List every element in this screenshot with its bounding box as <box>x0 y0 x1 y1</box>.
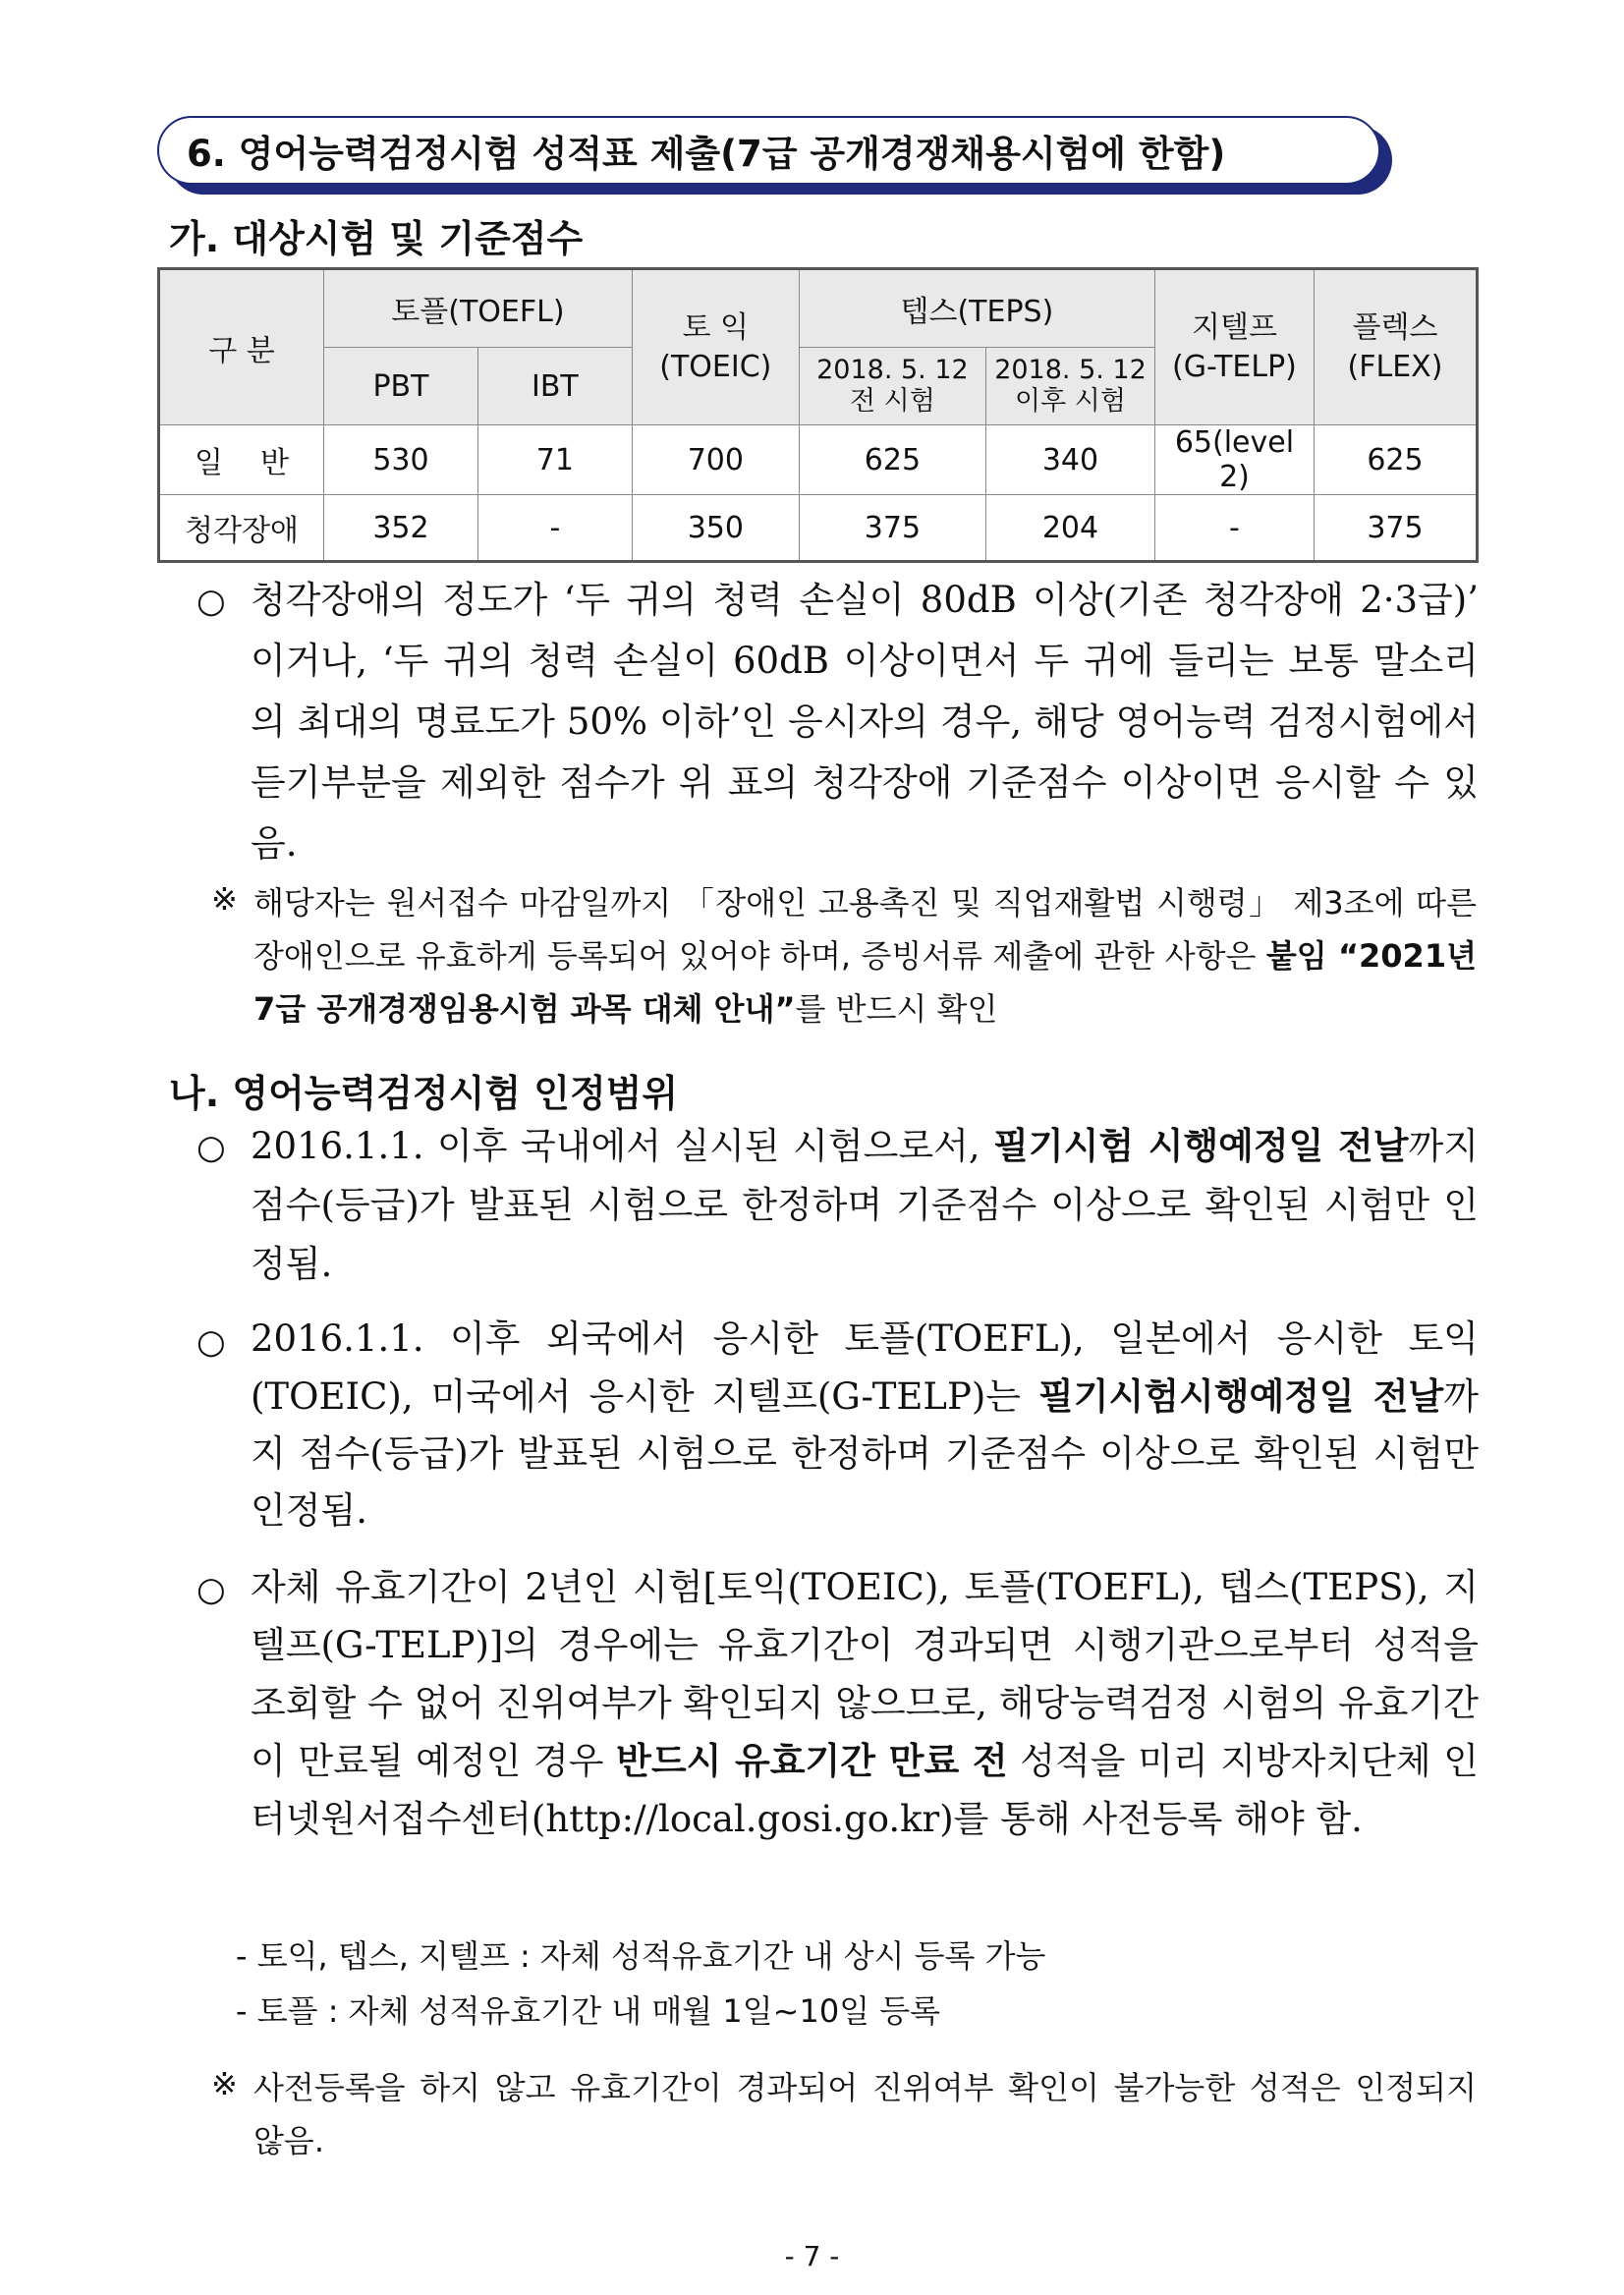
cell-flex: 375 <box>1314 495 1477 562</box>
header-flex-line1: 플렉스 <box>1352 309 1438 345</box>
header-pbt: PBT <box>324 348 478 425</box>
header-teps: 텝스(TEPS) <box>799 269 1154 348</box>
header-toeic-line2: (TOEIC) <box>659 349 772 384</box>
note1-text: 해당자는 원서접수 마감일까지 「장애인 고용촉진 및 직업재활법 시행령」 제3조에 따른 장애인으로 유효하게 등록되어 있어야 하며, 증빙서류 제출에 관한 사항은 <box>253 884 1477 975</box>
header-teps-after-line1: 2018. 5. 12 <box>994 355 1147 385</box>
para2-text-end: 까지 점수(등급)가 발표된 시험으로 한정하며 기준점수 이상으로 확인된 시험만 인정됨. <box>251 1125 1479 1285</box>
subheading-target-exams: 가. 대상시험 및 기준점수 <box>169 217 584 260</box>
score-table <box>157 267 1479 563</box>
para3-bold: 필기시험시행예정일 전날 <box>1038 1374 1444 1418</box>
cell-teps-before: 625 <box>799 425 985 495</box>
bullet-4: ○ <box>196 1570 226 1609</box>
para2-text: 2016.1.1. 이후 국내에서 실시된 시험으로서, <box>251 1125 980 1167</box>
note1-bold: 붙임 “2021년 7급 공개경쟁임용시험 과목 대체 안내” <box>253 937 1477 1028</box>
para4-text: 자체 유효기간이 2년인 시험[토익(TOEIC), 토플(TOEFL), 텝스(TEPS), 지텔프(G-TELP)]의 경우에는 유효기간이 경과되면 시행기관으로부터 성적을 조회할 수 없어 진위여부가 확인되지 않으므로, 해당능력검정 시험의 유효기간이 만료될 예정인 경우 <box>251 1566 1479 1782</box>
row-label: 청각장애 <box>159 495 324 562</box>
para4-bold: 반드시 유효기간 만료 전 <box>616 1739 1008 1782</box>
cell-teps-before: 375 <box>799 495 985 562</box>
note-mark-1: ※ <box>211 880 238 918</box>
header-gtelp-line1: 지텔프 <box>1191 309 1277 345</box>
cell-teps-after: 340 <box>985 425 1154 495</box>
header-gtelp-line2: (G-TELP) <box>1172 349 1297 384</box>
para4-text-end: 성적을 미리 지방자치단체 인터넷원서접수센터(http://local.gosi.go.kr)를 통해 사전등록 해야 함. <box>251 1740 1480 1840</box>
bullet-1: ○ <box>196 582 226 621</box>
header-gtelp <box>1154 269 1314 425</box>
cell-pbt: 530 <box>324 425 478 495</box>
table-row <box>159 425 1478 495</box>
cell-toeic: 350 <box>632 495 799 562</box>
bullet-3: ○ <box>196 1322 226 1362</box>
cell-pbt: 352 <box>324 495 478 562</box>
note-mark-2: ※ <box>211 2065 238 2102</box>
header-flex-line2: (FLEX) <box>1347 349 1443 384</box>
dash-item-toefl: - 토플 : 자체 성적유효기간 내 매월 1일~10일 등록 <box>236 1992 941 2030</box>
dash-item-toeic-teps-gtelp: - 토익, 텝스, 지텔프 : 자체 성적유효기간 내 상시 등록 가능 <box>236 1937 1046 1975</box>
header-teps-before <box>799 348 985 425</box>
table-row <box>159 495 1478 562</box>
cell-gtelp: 65(level 2) <box>1154 425 1314 495</box>
para2-bold: 필기시험 시행예정일 전날 <box>993 1124 1409 1167</box>
note-disability-registration <box>253 876 1477 1036</box>
section-title: 6. 영어능력검정시험 성적표 제출(7급 공개경쟁채용시험에 한함) <box>157 116 1380 185</box>
note1-text-end: 를 반드시 확인 <box>795 990 998 1028</box>
header-toefl: 토플(TOEFL) <box>324 269 633 348</box>
row-label: 일 반 <box>159 425 324 495</box>
page-number: - 7 - <box>784 2240 840 2272</box>
para3-text: 2016.1.1. 이후 외국에서 응시한 토플(TOEFL), 일본에서 응시한 토익(TOEIC), 미국에서 응시한 지텔프(G-TELP)는 <box>251 1317 1479 1418</box>
subheading-recognition-scope: 나. 영어능력검정시험 인정범위 <box>169 1072 679 1115</box>
paragraph-validity-period <box>251 1558 1479 1848</box>
cell-flex: 625 <box>1314 425 1477 495</box>
header-toeic-line1: 토 익 <box>682 309 750 345</box>
header-toeic <box>632 269 799 425</box>
header-teps-before-line2: 전 시험 <box>849 386 935 417</box>
cell-ibt: 71 <box>477 425 632 495</box>
note-no-preregistration: 사전등록을 하지 않고 유효기간이 경과되어 진위여부 확인이 불가능한 성적은 인정되지 않음. <box>253 2069 1477 2159</box>
paragraph-foreign-tests <box>251 1311 1479 1539</box>
paragraph-hearing-impaired: 청각장애의 정도가 ‘두 귀의 청력 손실이 80dB 이상(기존 청각장애 2·3급)’ 이거나, ‘두 귀의 청력 손실이 60dB 이상이면서 두 귀에 들리는 보통 말소리의 최대의 명료도가 50% 이하’인 응시자의 경우, 해당 영어능력 검정시험에서 듣기부분을 제외한 점수가 위 표의 청각장애 기준점수 이상이면 응시할 수 있음. <box>251 579 1479 865</box>
cell-teps-after: 204 <box>985 495 1154 562</box>
paragraph-domestic-tests <box>251 1116 1479 1294</box>
header-flex <box>1314 269 1477 425</box>
para3-text-end: 까지 점수(등급)가 발표된 시험으로 한정하며 기준점수 이상으로 확인된 시험만 인정됨. <box>251 1375 1479 1532</box>
cell-ibt: - <box>477 495 632 562</box>
header-teps-after <box>985 348 1154 425</box>
cell-toeic: 700 <box>632 425 799 495</box>
bullet-2: ○ <box>196 1128 226 1167</box>
header-ibt: IBT <box>477 348 632 425</box>
header-gubun: 구 분 <box>159 269 324 425</box>
header-teps-before-line1: 2018. 5. 12 <box>816 355 969 385</box>
header-teps-after-line2: 이후 시험 <box>1015 386 1126 417</box>
cell-gtelp: - <box>1154 495 1314 562</box>
